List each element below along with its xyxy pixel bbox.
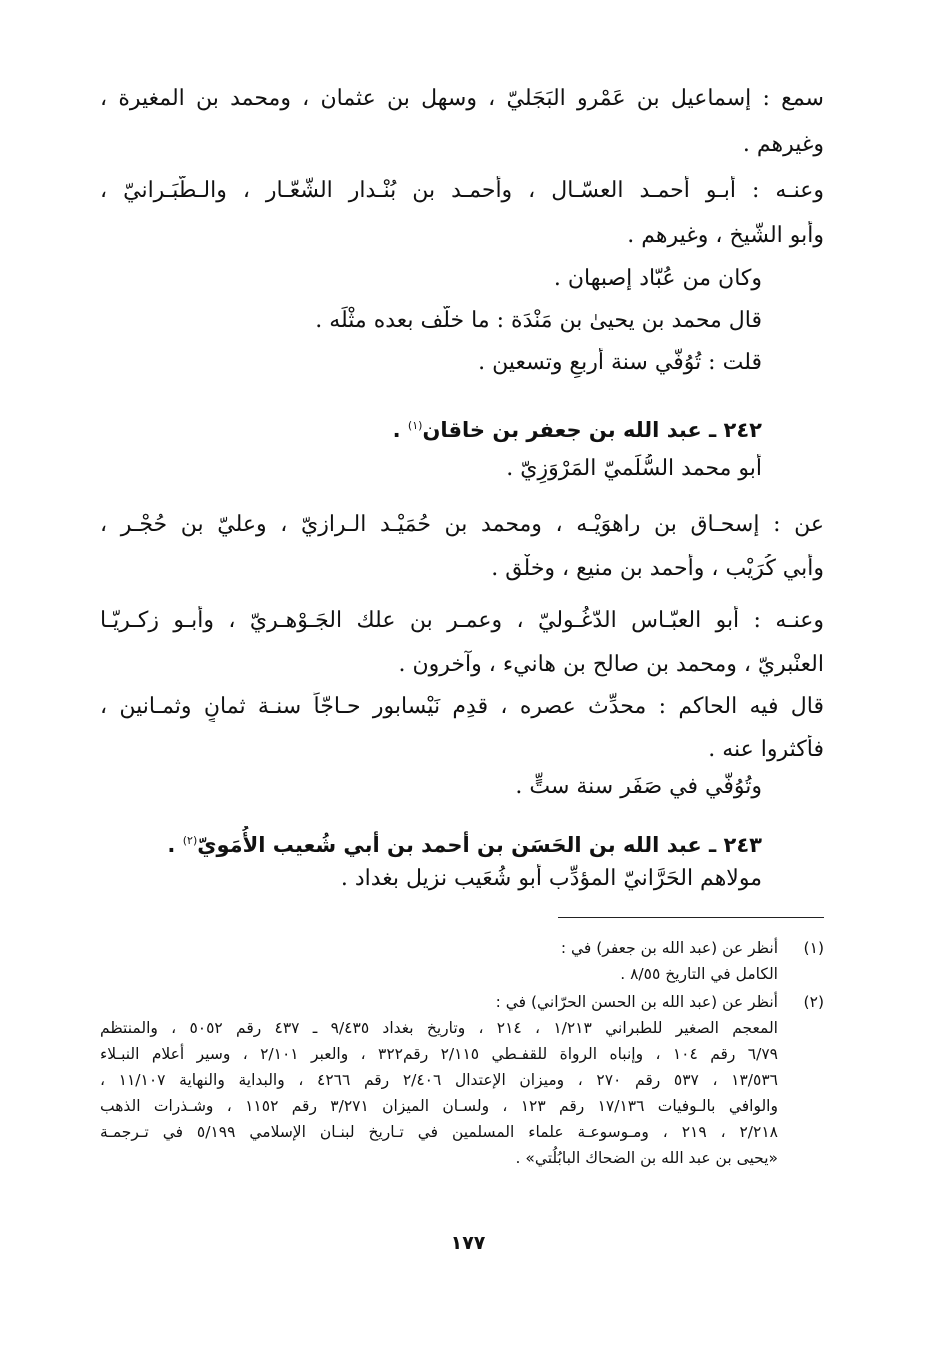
entry-242-title: ٢٤٢ ـ عبد الله بن جعفر بن خاقان [422, 418, 762, 442]
footnote-1-number: (١) [803, 939, 824, 957]
body-line: فأكثروا عنه . [708, 737, 824, 762]
footnote-2-line: ١٣/٥٣٦ ، ٥٣٧ رقم ٢٧٠ ، وميزان الإعتدال ٢/٤٠٦ رقم ٤٢٦٦ ، والبداية والنهاية ١١/١٠٧ ، [100, 1071, 778, 1089]
entry-242-heading [100, 411, 762, 445]
entry-243-nisba: مولاهم الحَرَّانيّ المؤدِّب أبو شُعَيب نزيل بغداد . [340, 866, 762, 891]
body-line: وغيرهم . [742, 132, 824, 157]
body-line: العنْبريّ ، ومحمد بن صالح بن هانيء ، وآخرون . [398, 652, 824, 677]
footnote-2-line: «يحيى بن عبد الله بن الضحاك البابُلُتي» . [515, 1149, 778, 1167]
entry-242-period: . [392, 418, 408, 442]
footnote-2-text: أنظر عن (عبد الله بن الحسن الحرّاني) في : [495, 993, 778, 1011]
body-line: قال محمد بن يحيىٰ بن مَنْدَة : ما خلّف بعده مثْلَه . [315, 308, 762, 333]
footnote-2-line: ٦/٧٩ رقم ١٠٤ ، وإنباه الرواة للقفـطي ٢/١١٥ رقم٣٢٢ ، والعبر ٢/١٠١ ، وسير أعلام النبـلاء [100, 1045, 778, 1063]
body-line: سمع : إسماعيل بن عَمْرو البَجَليّ ، وسهل بن عثمان ، ومحمد بن المغيرة ، [100, 86, 824, 111]
entry-242-nisba: أبو محمد السُّلَميّ المَرْوَزِيّ . [506, 456, 762, 481]
book-page [100, 84, 824, 1284]
entry-243-title: ٢٤٣ ـ عبد الله بن الحَسَن بن أحمد بن أبي شُعيب الأُمَويّ [197, 833, 762, 857]
body-line: وكان من عُبّاد إصبهان . [553, 266, 762, 291]
body-line: وأبو الشّيخ ، وغيرهم . [627, 223, 824, 248]
body-line: وأبي كُرَيْب ، وأحمد بن منيع ، وخلْق . [491, 556, 824, 581]
footnote-2-number: (٢) [803, 993, 824, 1011]
body-line: وتُوُفّي في صَفَر سنة ستٍّ . [515, 774, 762, 799]
footnote-2-line: المعجم الصغير للطبراني ١/٢١٣ ، ٢١٤ ، وتاريخ بغداد ٩/٤٣٥ ـ ٤٣٧ رقم ٥٠٥٢ ، والمنتظم [100, 1019, 778, 1037]
page-number: ١٧٧ [450, 1232, 486, 1254]
footnote-1 [100, 936, 824, 960]
footnote-ref-2: (٢) [182, 834, 198, 847]
footnote-2 [100, 990, 824, 1014]
body-line: وعنـه : أبـو أحمـد العسّـال ، وأحمـد بن بُنْـدار الشّعّـار ، والـطّبَـرانيّ ، [100, 178, 824, 203]
body-line: قلت : تُوُفّي سنة أربعٍ وتسعين . [478, 350, 762, 375]
footnote-ref-1: (١) [407, 419, 423, 432]
footnote-separator [558, 917, 824, 918]
body-line: عن : إسحـاق بن راهوَيْـه ، ومحمد بن حُمَيْـد الـرازيّ ، وعليّ بن حُجْـر ، [100, 512, 824, 537]
body-line: وعنـه : أبو العبّـاس الدّغُـوليّ ، وعمـر بن علك الجَـوْهـريّ ، وأبـو زكـريّـا [100, 608, 824, 633]
entry-243-heading [100, 826, 762, 860]
entry-243-period: . [167, 833, 183, 857]
footnote-2-line: والوافي بالـوفيات ١٧/١٣٦ رقم ١٢٣ ، ولسـان الميزان ٣/٢٧١ رقم ١١٥٢ ، وشـذرات الذهب [100, 1097, 778, 1115]
footnote-1-source: الكامل في التاريخ ٨/٥٥ . [620, 965, 778, 983]
body-line: قال فيه الحاكم : محدِّث عصره ، قدِم نَيْسابور حـاجّاً سنـة ثمانٍ وثمـانين ، [100, 694, 824, 719]
footnote-2-line: ٢/٢١٨ ، ٢١٩ ، ومـوسوعـة علماء المسلمين في تـاريخ لبنـان الإسلامي ٥/١٩٩ في تـرجمـة [100, 1123, 778, 1141]
footnote-1-text: أنظر عن (عبد الله بن جعفر) في : [560, 939, 778, 957]
